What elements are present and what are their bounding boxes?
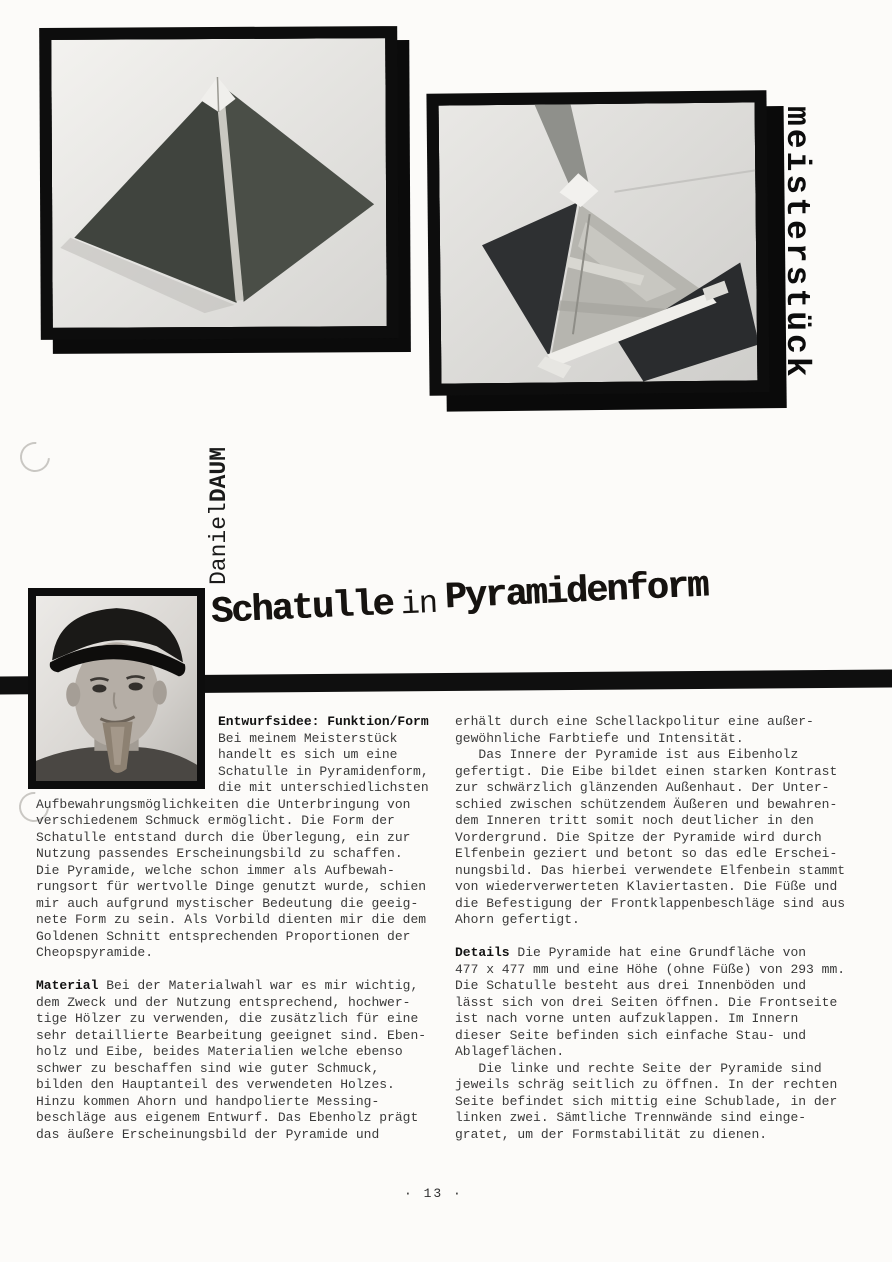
text-line: Schatulle in Pyramidenform, — [218, 763, 429, 779]
pyramid-open-illustration — [439, 102, 758, 383]
page-title — [210, 565, 709, 634]
text-line: 477 x 477 mm und eine Höhe (ohne Füße) von 293 mm. — [455, 961, 846, 977]
text-line: nungsbild. Das hierbei verwendete Elfenbein stammt — [455, 862, 846, 878]
author-first-name: Daniel — [206, 502, 232, 585]
vertical-section-label: meisterstück — [778, 106, 815, 380]
text-line: die Befestigung der Frontklappenbeschläge sind aus — [455, 895, 846, 911]
text-line: Entwurfsidee: Funktion/Form — [218, 714, 429, 729]
text-line: Schatulle entstand durch die Überlegung, ein zur — [36, 829, 411, 845]
text-line: von wiederverwerteten Klaviertasten. Die Füße und — [455, 879, 838, 894]
title-word-schatulle: Schatulle — [210, 583, 394, 634]
text-line: Das Innere der Pyramide ist aus Eibenholz — [455, 747, 799, 762]
text-line: ist nach vorne unten aufzuklappen. Im Innern — [455, 1011, 799, 1026]
text-line: Hinzu kommen Ahorn und handpolierte Messing- — [36, 1093, 380, 1109]
text-line: Bei meinem Meisterstück — [218, 730, 398, 746]
text-line: Ablageflächen. — [455, 1044, 565, 1059]
text-line: bilden den Hauptanteil des verwendeten Holzes. — [36, 1077, 395, 1092]
text-line: Ahorn gefertigt. — [455, 912, 580, 927]
text-line: mir auch aufgrund mystischer Bedeutung die geeig- — [36, 895, 419, 911]
text-line: Details Die Pyramide hat eine Grundfläche von — [455, 945, 807, 960]
text-line: Die linke und rechte Seite der Pyramide sind — [455, 1060, 822, 1076]
text-line: Material Bei der Materialwahl war es mir wichtig, — [36, 978, 419, 993]
text-line: Seite befindet sich mittig eine Schublade, in der — [455, 1093, 838, 1109]
title-word-in: in — [399, 584, 438, 624]
text-line: jeweils schräg seitlich zu öffnen. In der rechten — [455, 1077, 838, 1092]
text-line: gratet, um der Formstabilität zu dienen. — [455, 1126, 768, 1142]
text-line: Nutzung passendes Erscheinungsbild zu schaffen. — [36, 846, 403, 861]
text-line: tige Hölzer zu verwenden, die zusätzlich für eine — [36, 1011, 419, 1026]
author-last-name: DAUM — [206, 446, 232, 503]
text-line: Die Schatulle besteht aus drei Innenböden und — [455, 978, 807, 993]
photo-author-portrait — [28, 588, 205, 789]
article-column-right — [455, 714, 875, 1143]
text-line: schied zwischen schützendem Äußeren und bewahren- — [455, 796, 838, 812]
text-line: erhält durch eine Schellackpolitur eine außer- — [455, 714, 814, 729]
text-line: sehr detaillierte Bearbeitung geeignet sind. Eben- — [36, 1027, 427, 1043]
text-line: Die Pyramide, welche schon immer als Aufbewah- — [36, 862, 395, 878]
text-line: linken zwei. Sämtliche Trennwände sind einge- — [455, 1110, 807, 1125]
page-number: · 13 · — [404, 1186, 463, 1201]
pyramid-closed-image — [51, 38, 387, 328]
text-line: dieser Seite befinden sich einfache Stau- und — [455, 1027, 807, 1043]
text-line: verschiedenem Schmuck ermöglicht. Die Form der — [36, 813, 395, 828]
text-line: handelt es sich um eine — [218, 747, 398, 762]
photo-pyramid-closed — [39, 26, 399, 340]
text-line: die mit unterschiedlichsten — [218, 780, 429, 795]
text-line: dem Inneren tritt somit noch deutlicher in den — [455, 813, 814, 828]
text-line: beschläge aus eigenem Entwurf. Das Ebenholz prägt — [36, 1110, 419, 1125]
text-line: Elfenbein geziert und betont so das edle Erschei- — [455, 846, 838, 861]
photo-pyramid-open — [426, 90, 769, 396]
text-line: Goldenen Schnitt entsprechenden Proportionen der — [36, 928, 411, 944]
text-line — [455, 929, 875, 946]
text-line: rungsort für wertvolle Dinge genutzt wurde, schien — [36, 879, 427, 894]
text-line: zur schwärzlich glänzenden Außenhaut. Der Unter- — [455, 780, 830, 795]
author-portrait-image — [36, 596, 197, 781]
text-line: lässt sich von drei Seiten öffnen. Die Frontseite — [455, 994, 838, 1010]
text-line: schwer zu beschaffen sind wie guter Schmuck, — [36, 1060, 380, 1076]
text-line: gewöhnliche Farbtiefe und Intensität. — [455, 730, 744, 746]
title-word-pyramidenform: Pyramidenform — [443, 565, 709, 620]
text-line: gefertigt. Die Eibe bildet einen starken Kontrast — [455, 763, 838, 779]
portrait-illustration — [36, 596, 197, 781]
punch-hole-top — [14, 436, 56, 478]
pyramid-closed-illustration — [51, 38, 387, 328]
pyramid-open-image — [439, 102, 758, 383]
text-line: das äußere Erscheinungsbild der Pyramide und — [36, 1126, 380, 1142]
author-name — [206, 447, 232, 585]
text-line: dem Zweck und der Nutzung entsprechend, hochwer- — [36, 994, 411, 1010]
text-line: nete Form zu sein. Als Vorbild dienten mir die dem — [36, 912, 427, 927]
text-line — [36, 962, 442, 979]
text-line: Aufbewahrungsmöglichkeiten die Unterbringung von — [36, 796, 411, 812]
text-line: Cheopspyramide. — [36, 945, 154, 960]
text-line: holz und Eibe, beides Materialien welche ebenso — [36, 1044, 403, 1059]
text-line: Vordergrund. Die Spitze der Pyramide wird durch — [455, 829, 822, 845]
